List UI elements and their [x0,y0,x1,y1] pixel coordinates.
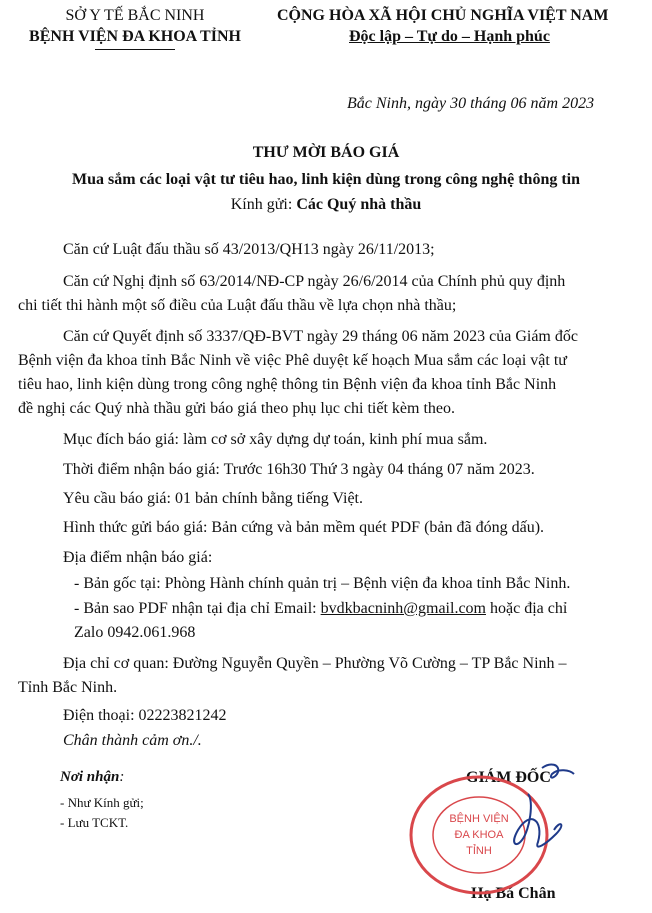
handwritten-signature [500,760,620,880]
phone: Điện thoại: 02223821242 [63,707,227,724]
email-prefix: - Bản sao PDF nhận tại địa chỉ Email: [74,600,321,617]
signer-title: GIÁM ĐỐC [466,769,551,786]
recipients-title-text: Nơi nhận [60,769,120,785]
greeting-recipient: Các Quý nhà thầu [296,196,422,213]
document-subject: Mua sắm các loại vật tư tiêu hao, linh kiện dùng trong công nghệ thông tin [71,171,581,188]
recipient-2: - Lưu TCKT. [60,815,129,830]
header-left-underline [95,49,175,50]
legal-basis-3-line2: Bệnh viện đa khoa tỉnh Bắc Ninh về việc Phê duyệt kế hoạch Mua sắm các loại vật tư [18,352,567,369]
legal-basis-1: Căn cứ Luật đấu thầu số 43/2013/QH13 ngày 26/11/2013; [63,241,435,258]
location-bullet-original: - Bản gốc tại: Phòng Hành chính quản trị – Bệnh viện đa khoa tỉnh Bắc Ninh. [74,575,571,592]
thanks: Chân thành cảm ơn./. [63,732,202,749]
requirement: Yêu cầu báo giá: 01 bản chính bằng tiếng Việt. [63,490,363,507]
recipients-colon: : [119,769,125,785]
stamp-text-line1: BỆNH VIỆN [449,813,509,825]
signature-stroke [514,794,561,847]
stamp-text-line2: ĐA KHOA [454,829,504,841]
place-date: Bắc Ninh, ngày 30 tháng 06 năm 2023 [347,95,595,112]
agency-name: SỞ Y TẾ BẮC NINH [65,7,205,24]
zalo-contact: Zalo 0942.061.968 [74,624,196,641]
recipients-title [60,768,124,786]
deadline: Thời điểm nhận báo giá: Trước 16h30 Thứ 3 ngày 04 tháng 07 năm 2023. [63,461,535,478]
hospital-name-text: BỆNH VIỆN ĐA KHOA TỈNH [29,28,241,45]
address-line2: Tỉnh Bắc Ninh. [18,679,118,696]
national-motto: Độc lập – Tự do – Hạnh phúc [349,28,550,45]
email-suffix: hoặc địa chỉ [486,600,568,617]
address-line1: Địa chỉ cơ quan: Đường Nguyễn Quyền – Phường Võ Cường – TP Bắc Ninh – [63,655,567,672]
stamp-text-line3: TỈNH [466,845,492,857]
legal-basis-2-line2: chi tiết thi hành một số điều của Luật đấu thầu về lựa chọn nhà thầu; [18,297,457,314]
submission-method: Hình thức gửi báo giá: Bản cứng và bản mềm quét PDF (bản đã đóng dấu). [63,519,545,536]
location-bullet-copy [74,599,567,618]
greeting-prefix: Kính gửi: [230,196,297,213]
legal-basis-3-line4: đề nghị các Quý nhà thầu gửi báo giá theo phụ lục chi tiết kèm theo. [18,400,455,417]
national-title: CỘNG HÒA XÃ HỘI CHỦ NGHĨA VIỆT NAM [277,7,609,24]
email-link[interactable]: bvdkbacninh@gmail.com [320,600,486,617]
legal-basis-3-line3: tiêu hao, linh kiện dùng trong công nghệ thông tin Bệnh viện đa khoa tỉnh Bắc Ninh [18,376,557,393]
location-label: Địa điểm nhận báo giá: [63,549,213,566]
signature-flourish [542,765,574,778]
purpose: Mục đích báo giá: làm cơ sở xây dựng dự toán, kinh phí mua sắm. [63,431,488,448]
hospital-name [20,27,250,46]
legal-basis-3-line1: Căn cứ Quyết định số 3337/QĐ-BVT ngày 29 tháng 06 năm 2023 của Giám đốc [63,328,578,345]
signer-name: Hạ Bá Chân [471,885,556,902]
document-title: THƯ MỜI BÁO GIÁ [252,144,400,161]
greeting [0,195,652,214]
recipient-1: - Như Kính gửi; [60,795,144,810]
legal-basis-2-line1: Căn cứ Nghị định số 63/2014/NĐ-CP ngày 26/6/2014 của Chính phủ quy định [63,273,566,290]
